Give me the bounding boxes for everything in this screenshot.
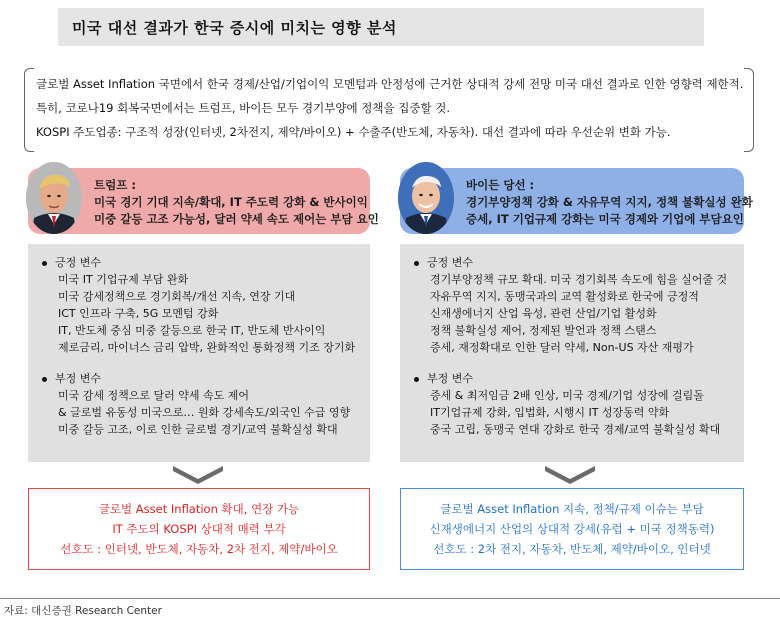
trump-outcome-box bbox=[28, 488, 370, 570]
biden-outcome-box bbox=[400, 488, 744, 570]
trump-positive-item: 미국 감세정책으로 경기회복/개선 지속, 연장 기대 bbox=[58, 290, 296, 303]
source-note: 자료: 대신증권 Research Center bbox=[4, 605, 162, 617]
trump-header-text bbox=[94, 177, 379, 228]
trump-outcome-line: 글로벌 Asset Inflation 확대, 연장 가능 bbox=[98, 502, 300, 516]
title-bar bbox=[58, 8, 704, 46]
trump-positive-heading: 긍정 변수 bbox=[42, 254, 101, 270]
trump-variables-box bbox=[28, 244, 370, 462]
bullet-icon bbox=[414, 261, 419, 266]
chevron-down-icon bbox=[543, 464, 597, 484]
bullet-icon bbox=[414, 377, 419, 382]
biden-positive-item: 자유무역 지지, 동맹국과의 교역 활성화로 한국에 긍정적 bbox=[430, 290, 699, 303]
source-divider bbox=[0, 598, 780, 599]
biden-positive-item: 증세, 재정확대로 인한 달러 약세, Non-US 자산 재평가 bbox=[430, 341, 694, 354]
summary-box bbox=[24, 68, 754, 152]
trump-positive-item: 제로금리, 마이너스 금리 압박, 완화적인 통화정책 기조 장기화 bbox=[58, 341, 356, 354]
trump-outcome-line: 선호도 : 인터넷, 반도체, 자동차, 2차 전지, 제약/바이오 bbox=[60, 542, 338, 556]
right-bracket bbox=[744, 68, 754, 152]
trump-negative-item: 미중 갈등 고조, 이로 인한 글로벌 경기/교역 불확실성 확대 bbox=[58, 423, 338, 436]
biden-portrait bbox=[398, 162, 454, 234]
chevron-down-icon bbox=[171, 464, 225, 484]
left-bracket bbox=[24, 68, 34, 152]
biden-summary-line: 증세, IT 기업규제 강화는 미국 경제와 기업에 부담요인 bbox=[466, 212, 744, 226]
biden-portrait-image bbox=[398, 162, 454, 234]
biden-negative-item: IT기업규제 강화, 입법화, 시행시 IT 성장동력 약화 bbox=[430, 406, 670, 419]
biden-outcome-line: 신재생에너지 산업의 상대적 강세(유럽 + 미국 정책동력) bbox=[429, 522, 715, 536]
biden-negative-heading: 부정 변수 bbox=[414, 370, 473, 386]
biden-summary-line: 경기부양정책 강화 & 자유무역 지지, 정책 불확실성 완화 bbox=[466, 195, 753, 209]
biden-outcome-line: 글로벌 Asset Inflation 지속, 정책/규제 이슈는 부담 bbox=[440, 502, 704, 516]
trump-positive-item: IT, 반도체 중심 미중 갈등으로 한국 IT, 반도체 반사이익 bbox=[58, 324, 326, 337]
summary-line: 특히, 코로나19 회복국면에서는 트럼프, 바이든 모두 경기부양에 정책을 집중할 것. bbox=[36, 101, 450, 115]
page-title: 미국 대선 결과가 한국 증시에 미치는 영향 분석 bbox=[72, 19, 397, 37]
biden-negative-item: 중국 고립, 동맹국 연대 강화로 한국 경제/교역 불확실성 확대 bbox=[430, 423, 721, 436]
trump-summary-line: 미중 갈등 고조 가능성, 달러 약세 속도 제어는 부담 요인 bbox=[94, 212, 379, 226]
biden-positive-item: 신재생에너지 산업 육성, 관련 산업/기업 활성화 bbox=[430, 307, 657, 320]
trump-negative-item: & 글로벌 유동성 미국으로… 원화 강세속도/외국인 수급 영향 bbox=[58, 406, 351, 419]
trump-positive-item: 미국 IT 기업규제 부담 완화 bbox=[58, 273, 189, 286]
summary-line: 글로벌 Asset Inflation 국면에서 한국 경제/산업/기업이익 모멘텀과 안정성에 근거한 상대적 강세 전망 미국 대선 결과로 인한 영향력 제한적. bbox=[36, 77, 744, 91]
biden-positive-item: 경기부양정책 규모 확대. 미국 경기회복 속도에 힘을 실어줄 것 bbox=[430, 273, 728, 286]
trump-negative-heading: 부정 변수 bbox=[42, 370, 101, 386]
biden-variables-box bbox=[400, 244, 744, 462]
bullet-icon bbox=[42, 261, 47, 266]
biden-positive-item: 정책 불확실성 제어, 정제된 발언과 정책 스탠스 bbox=[430, 324, 657, 337]
trump-outcome-line: IT 주도의 KOSPI 상대적 매력 부각 bbox=[112, 522, 286, 536]
biden-outcome-line: 선호도 : 2차 전지, 자동차, 반도체, 제약/바이오, 인터넷 bbox=[433, 542, 711, 556]
biden-positive-heading: 긍정 변수 bbox=[414, 254, 473, 270]
trump-summary-line: 미국 경기 기대 지속/확대, IT 주도력 강화 & 반사이익 bbox=[94, 195, 368, 209]
trump-portrait bbox=[26, 162, 82, 234]
summary-line: KOSPI 주도업종: 구조적 성장(인터넷, 2차전지, 제약/바이오) + 수출주(반도체, 자동차). 대선 결과에 따라 우선순위 변화 가능. bbox=[36, 125, 671, 139]
biden-label: 바이든 당선 : bbox=[466, 178, 535, 192]
bullet-icon bbox=[42, 377, 47, 382]
biden-negative-item: 증세 & 최저임금 2배 인상, 미국 경제/기업 성장에 걸림돌 bbox=[430, 389, 704, 402]
trump-positive-item: ICT 인프라 구축, 5G 모멘텀 강화 bbox=[58, 307, 219, 320]
trump-negative-item: 미국 감세 정책으로 달러 약세 속도 제어 bbox=[58, 389, 249, 402]
trump-portrait-image bbox=[26, 162, 82, 234]
trump-label: 트럼프 : bbox=[94, 178, 136, 192]
biden-header-text bbox=[466, 177, 753, 228]
